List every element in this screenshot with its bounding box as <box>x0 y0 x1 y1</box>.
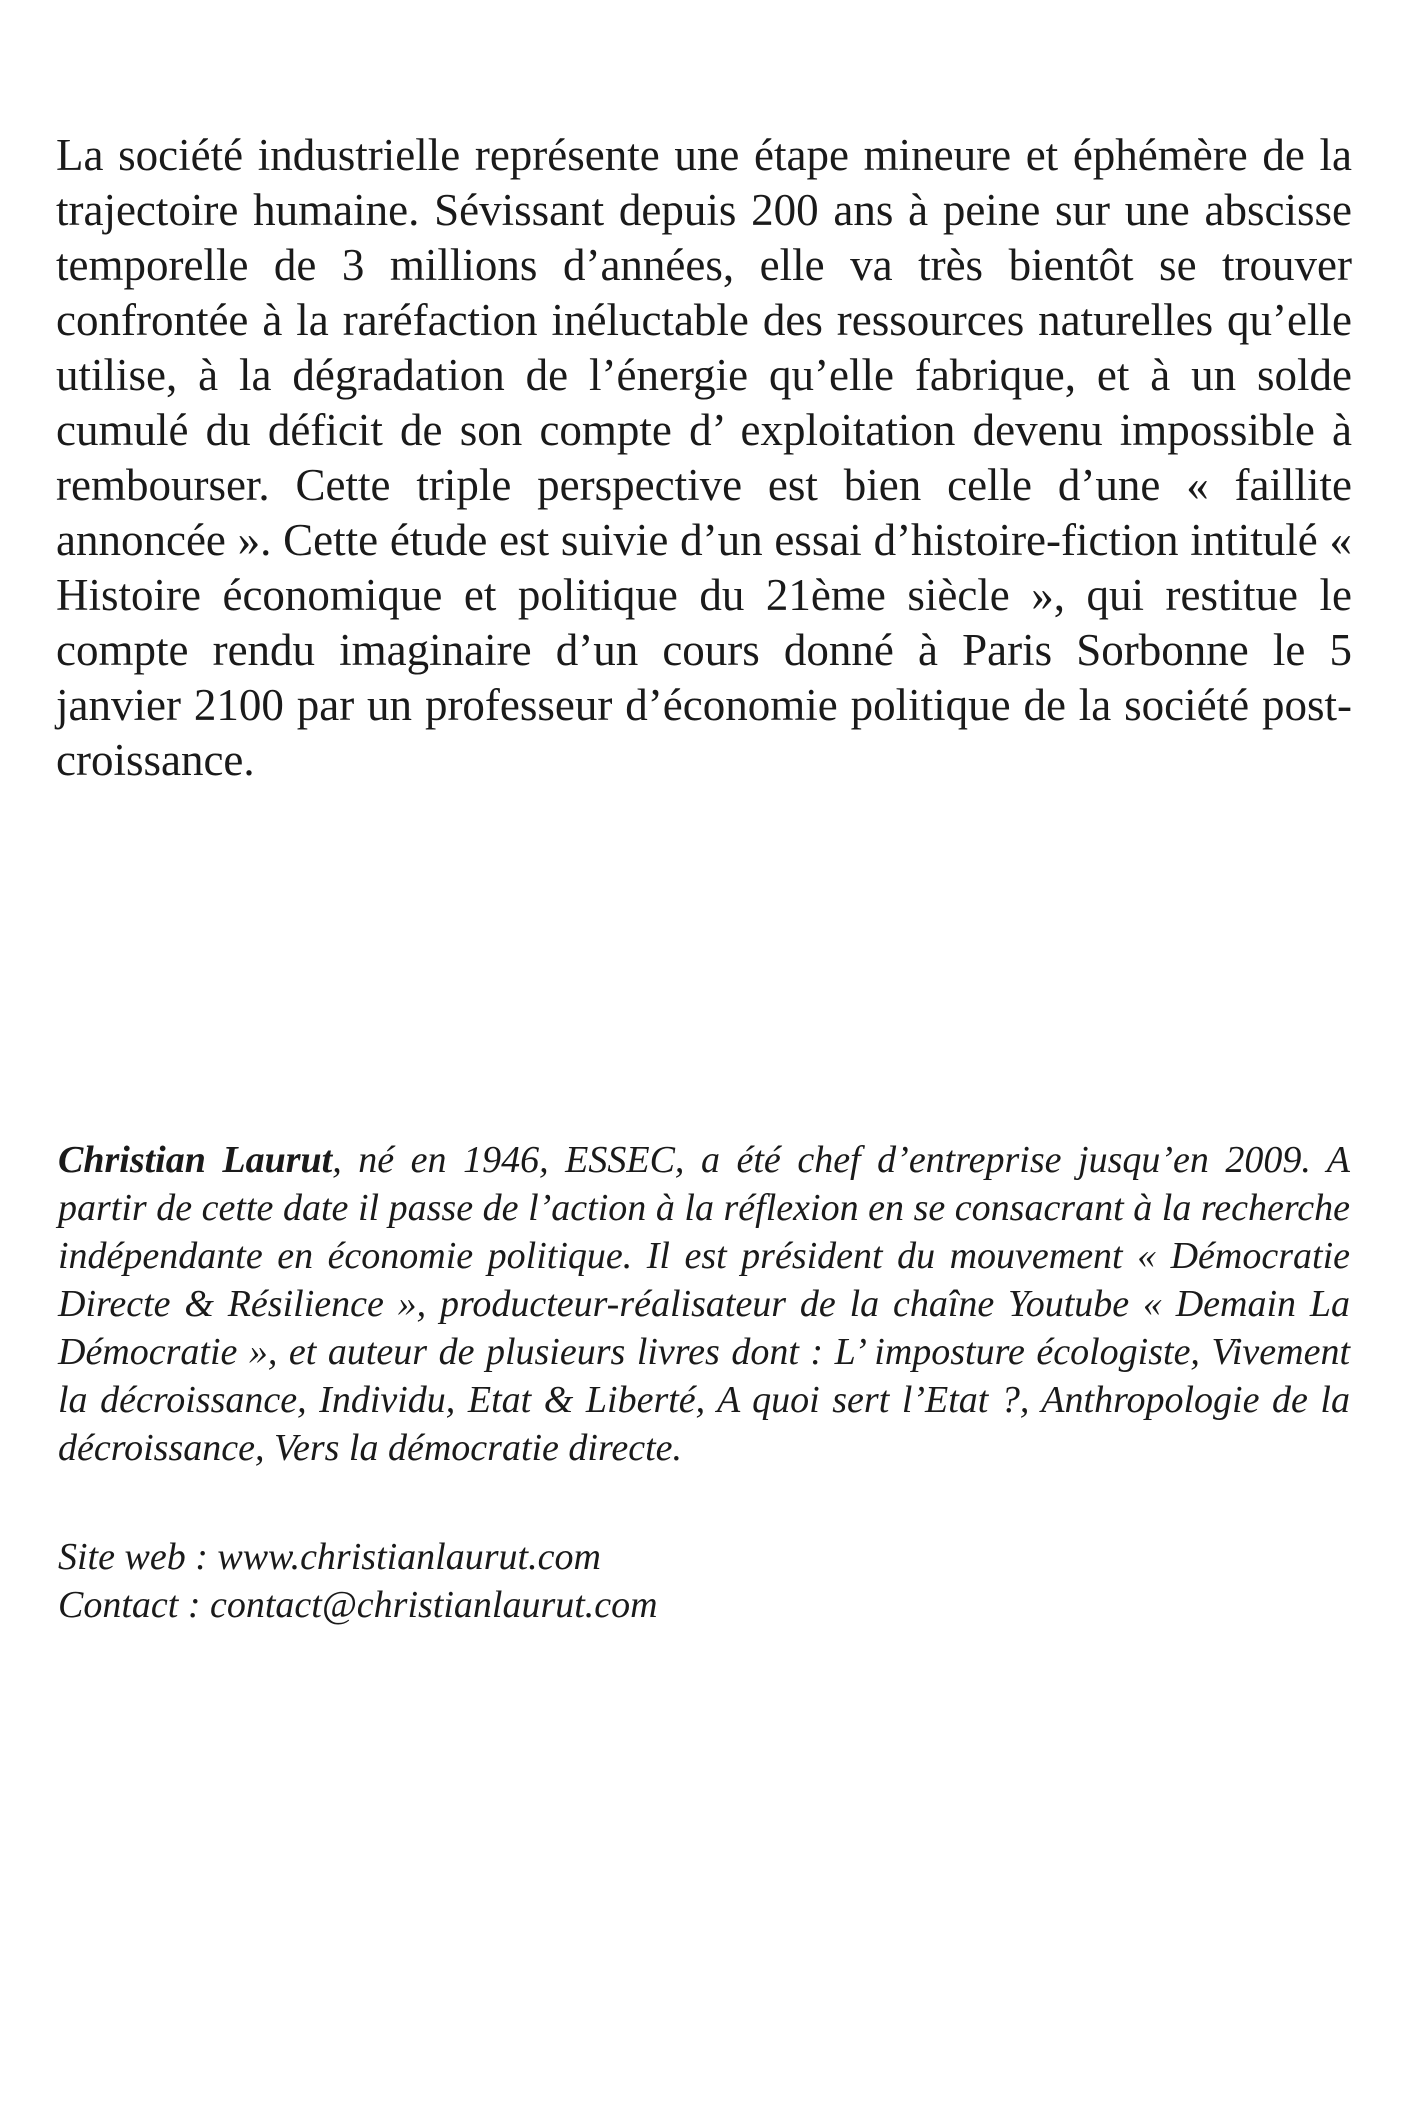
author-name: Christian Laurut <box>58 1139 333 1181</box>
book-summary: La société industrielle représente une étape mineure et éphémère de la trajectoire humaine. Sévissant depuis 200 ans à peine sur une abscisse temporelle de 3 millions d’années, elle va très bientôt se trouver confrontée à la raréfaction inéluctable des ressources naturelles qu’elle utilise, à la dégradation de l’énergie qu’elle fabrique, et à un solde cumulé du déficit de son compte d’ exploitation devenu impossible à rembourser. Cette triple perspective est bien celle d’une « faillite annoncée ». Cette étude est suivie d’un essai d’histoire-fiction intitulé « Histoire économique et politique du 21ème siècle », qui restitue le compte rendu imaginaire d’un cours donné à Paris Sorbonne le 5 janvier 2100 par un professeur d’économie politique de la société post-croissance. <box>56 130 1352 785</box>
website-line: Site web : www.christianlaurut.com <box>58 1536 601 1578</box>
contact-info <box>58 1533 1350 1629</box>
author-bio-text: , né en 1946, ESSEC, a été chef d’entreprise jusqu’en 2009. A partir de cette date il passe de l’action à la réflexion en se consacrant à la recherche indépendante en économie politique. Il est président du mouvement « Démocratie Directe & Résilience », producteur-réalisateur de la chaîne Youtube « Demain La Démocratie », et auteur de plusieurs livres dont : L’ imposture écologiste, Vivement la décroissance, Individu, Etat & Liberté, A quoi sert l’Etat ?, Anthropologie de la décroissance, Vers la démocratie directe. <box>58 1139 1351 1469</box>
email-line: Contact : contact@christianlaurut.com <box>58 1584 658 1626</box>
author-bio <box>58 1136 1350 1472</box>
